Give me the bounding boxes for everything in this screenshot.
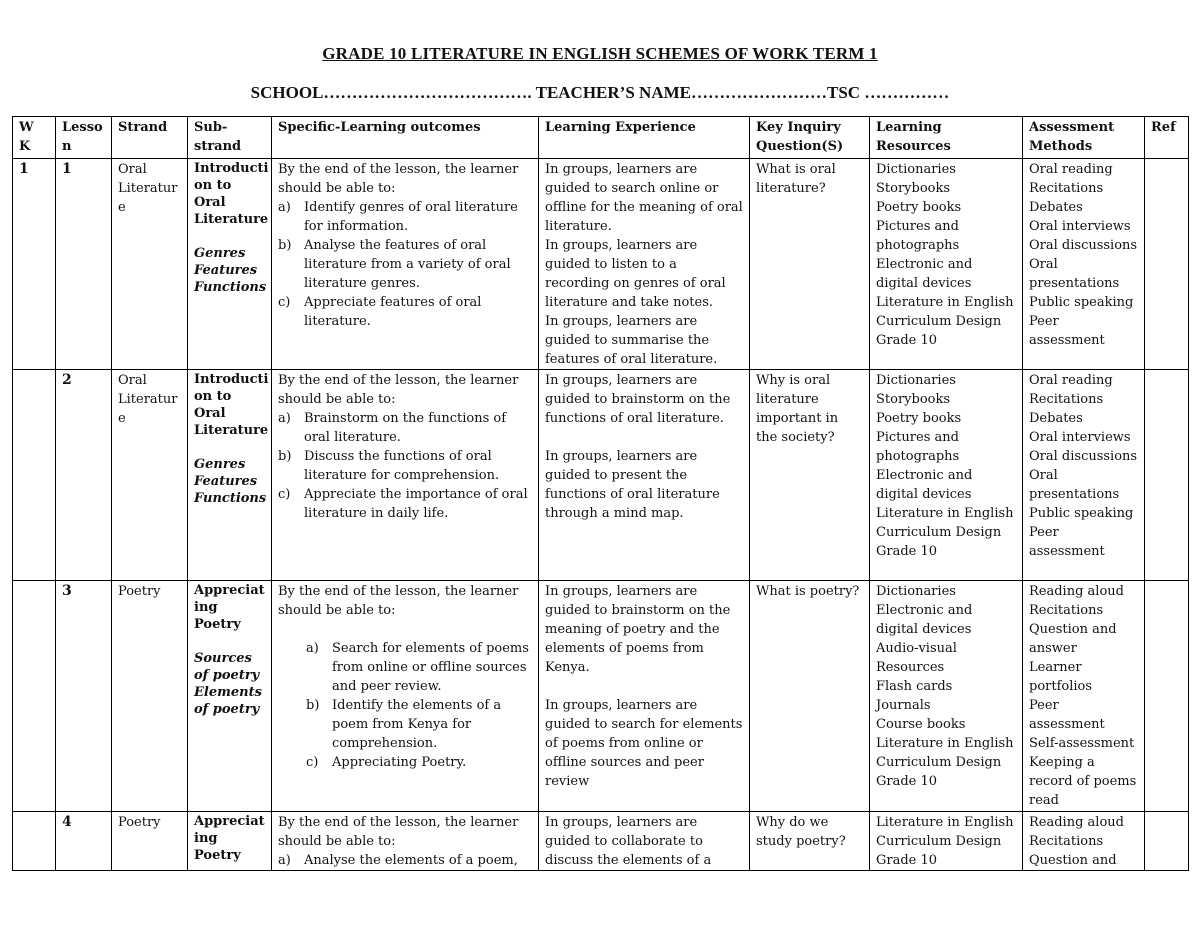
strand-cell: Poetry xyxy=(112,581,188,812)
assessment-cell xyxy=(1023,581,1145,812)
list-item: c) Appreciate features of oral literature. xyxy=(278,295,482,329)
list-item: Flash cards xyxy=(876,679,953,694)
list-item: Electronic and digital devices xyxy=(876,603,973,637)
experience-item: In groups, learners are guided to listen to a recording on genres of oral literature and take notes. xyxy=(545,238,726,310)
outcomes-cell xyxy=(272,370,539,581)
assessment-cell xyxy=(1023,812,1145,871)
inquiry-cell: Why do we study poetry? xyxy=(750,812,870,871)
list-item: Peer assessment xyxy=(1029,525,1105,559)
experience-item: In groups, learners are guided to brainstorm on the meaning of poetry and the elements of poems from Kenya. xyxy=(545,584,731,675)
list-item: b) Discuss the functions of oral literature for comprehension. xyxy=(278,449,500,483)
list-item: Question and xyxy=(1029,853,1117,868)
list-item: Course books xyxy=(876,717,966,732)
week-cell: 1 xyxy=(13,159,56,370)
header-strand: Strand xyxy=(112,117,188,159)
sub-strand-title: Introducti on to Oral Literature xyxy=(194,372,269,438)
strand-cell: Poetry xyxy=(112,812,188,871)
list-item: Public speaking xyxy=(1029,295,1134,310)
week-cell xyxy=(13,581,56,812)
inquiry-cell: Why is oral literature important in the society? xyxy=(750,370,870,581)
sub-strand-cell xyxy=(188,581,272,812)
header-lesson: Lesso n xyxy=(56,117,112,159)
list-item: Dictionaries xyxy=(876,373,956,388)
outcomes-list xyxy=(278,409,532,523)
strand-cell: Oral Literatur e xyxy=(112,159,188,370)
list-item: Recitations xyxy=(1029,834,1104,849)
list-item: Dictionaries xyxy=(876,162,956,177)
sub-strand-topics: Genres Features Functions xyxy=(194,246,267,295)
sub-strand-title: Appreciat ing Poetry xyxy=(194,583,265,632)
list-item: a) Identify genres of oral literature for information. xyxy=(278,200,518,234)
header-wk: W K xyxy=(13,117,56,159)
outcomes-list xyxy=(278,851,532,870)
list-item: Keeping a record of poems read xyxy=(1029,755,1137,808)
list-item: Storybooks xyxy=(876,392,951,407)
week-cell xyxy=(13,370,56,581)
ref-cell xyxy=(1145,812,1189,871)
list-item: Self-assessment xyxy=(1029,736,1135,751)
school-teacher-line: SCHOOL………………………………. TEACHER’S NAME……………………TSC …………… xyxy=(250,83,950,102)
outcomes-intro: By the end of the lesson, the learner should be able to: xyxy=(278,162,519,196)
list-item: Question and answer xyxy=(1029,622,1117,656)
week-cell xyxy=(13,812,56,871)
outcomes-intro: By the end of the lesson, the learner should be able to: xyxy=(278,815,519,849)
ref-cell xyxy=(1145,159,1189,370)
list-item: Recitations xyxy=(1029,181,1104,196)
list-item: Electronic and digital devices xyxy=(876,468,973,502)
experience-item: In groups, learners are guided to collaborate to discuss the elements of a xyxy=(545,815,712,868)
list-item: Storybooks xyxy=(876,181,951,196)
list-item: Literature in English Curriculum Design Grade 10 xyxy=(876,295,1014,348)
schemes-of-work-table xyxy=(12,116,1189,871)
lesson-cell: 2 xyxy=(56,370,112,581)
list-item: Peer assessment xyxy=(1029,698,1105,732)
resources-cell xyxy=(870,812,1023,871)
list-item: a) Analyse the elements of a poem, xyxy=(278,853,518,868)
inquiry-cell: What is oral literature? xyxy=(750,159,870,370)
resources-cell xyxy=(870,159,1023,370)
sub-strand-title: Introducti on to Oral Literature xyxy=(194,161,269,227)
outcomes-cell xyxy=(272,159,539,370)
ref-cell xyxy=(1145,581,1189,812)
list-item: b) Identify the elements of a poem from Kenya for comprehension. xyxy=(306,698,502,751)
list-item: Dictionaries xyxy=(876,584,956,599)
sub-strand-topics: Sources of poetry Elements of poetry xyxy=(194,651,262,717)
list-item: Oral discussions xyxy=(1029,238,1138,253)
ref-cell xyxy=(1145,370,1189,581)
experience-cell xyxy=(539,370,750,581)
experience-cell xyxy=(539,812,750,871)
resources-cell xyxy=(870,581,1023,812)
header-outcomes: Specific-Learning outcomes xyxy=(272,117,539,159)
header-experience: Learning Experience xyxy=(539,117,750,159)
assessment-cell xyxy=(1023,370,1145,581)
lesson-cell: 4 xyxy=(56,812,112,871)
outcomes-cell xyxy=(272,581,539,812)
document-title: GRADE 10 LITERATURE IN ENGLISH SCHEMES OF WORK TERM 1 xyxy=(322,44,878,63)
resources-cell xyxy=(870,370,1023,581)
experience-item: In groups, learners are guided to present the functions of oral literature through a mind map. xyxy=(545,449,720,521)
list-item: Journals xyxy=(876,698,931,713)
list-item: Debates xyxy=(1029,200,1083,215)
sub-strand-cell xyxy=(188,159,272,370)
experience-item: In groups, learners are guided to brainstorm on the functions of oral literature. xyxy=(545,373,731,426)
list-item: Reading aloud xyxy=(1029,584,1124,599)
lesson-cell: 3 xyxy=(56,581,112,812)
strand-cell: Oral Literatur e xyxy=(112,370,188,581)
header-ref: Ref xyxy=(1145,117,1189,159)
list-item: Poetry books xyxy=(876,200,962,215)
experience-cell xyxy=(539,159,750,370)
experience-item: In groups, learners are guided to summarise the features of oral literature. xyxy=(545,314,718,367)
list-item: Public speaking xyxy=(1029,506,1134,521)
list-item: Pictures and photographs xyxy=(876,219,960,253)
lesson-cell: 1 xyxy=(56,159,112,370)
list-item: a) Search for elements of poems from online or offline sources and peer review. xyxy=(306,641,529,694)
assessment-cell xyxy=(1023,159,1145,370)
list-item: Literature in English Curriculum Design Grade 10 xyxy=(876,736,1014,789)
table-row xyxy=(13,812,1189,871)
sub-strand-cell xyxy=(188,812,272,871)
outcomes-intro: By the end of the lesson, the learner should be able to: xyxy=(278,373,519,407)
list-item: Oral discussions xyxy=(1029,449,1138,464)
table-row xyxy=(13,370,1189,581)
list-item: Oral interviews xyxy=(1029,219,1131,234)
sub-strand-cell xyxy=(188,370,272,581)
list-item: Literature in English Curriculum Design Grade 10 xyxy=(876,506,1014,559)
list-item: Oral reading xyxy=(1029,162,1113,177)
list-item: Recitations xyxy=(1029,392,1104,407)
table-row xyxy=(13,581,1189,812)
list-item: Oral presentations xyxy=(1029,257,1120,291)
experience-cell xyxy=(539,581,750,812)
sub-strand-topics: Genres Features Functions xyxy=(194,457,267,506)
header-inquiry: Key Inquiry Question(S) xyxy=(750,117,870,159)
experience-item: In groups, learners are guided to search online or offline for the meaning of oral literature. xyxy=(545,162,743,234)
list-item: Debates xyxy=(1029,411,1083,426)
experience-item: In groups, learners are guided to search for elements of poems from online or offline sources and peer review xyxy=(545,698,743,789)
outcomes-cell xyxy=(272,812,539,871)
header-row xyxy=(13,117,1189,159)
inquiry-cell: What is poetry? xyxy=(750,581,870,812)
list-item: Poetry books xyxy=(876,411,962,426)
outcomes-list xyxy=(278,639,532,772)
list-item: Recitations xyxy=(1029,603,1104,618)
list-item: Electronic and digital devices xyxy=(876,257,973,291)
list-item: Oral interviews xyxy=(1029,430,1131,445)
list-item: Learner portfolios xyxy=(1029,660,1093,694)
list-item: Peer assessment xyxy=(1029,314,1105,348)
header-sub-strand: Sub- strand xyxy=(188,117,272,159)
list-item: b) Analyse the features of oral literature from a variety of oral literature genres. xyxy=(278,238,511,291)
list-item: Pictures and photographs xyxy=(876,430,960,464)
header-resources: Learning Resources xyxy=(870,117,1023,159)
list-item: Literature in English Curriculum Design Grade 10 xyxy=(876,815,1014,868)
list-item: c) Appreciating Poetry. xyxy=(306,755,467,770)
list-item: Oral reading xyxy=(1029,373,1113,388)
sub-strand-title: Appreciat ing Poetry xyxy=(194,814,265,863)
list-item: Oral presentations xyxy=(1029,468,1120,502)
list-item: Reading aloud xyxy=(1029,815,1124,830)
list-item: c) Appreciate the importance of oral literature in daily life. xyxy=(278,487,528,521)
outcomes-list xyxy=(278,198,532,331)
list-item: Audio-visual Resources xyxy=(876,641,957,675)
list-item: a) Brainstorm on the functions of oral literature. xyxy=(278,411,507,445)
outcomes-intro: By the end of the lesson, the learner should be able to: xyxy=(278,584,519,618)
table-row xyxy=(13,159,1189,370)
header-assessment: Assessment Methods xyxy=(1023,117,1145,159)
